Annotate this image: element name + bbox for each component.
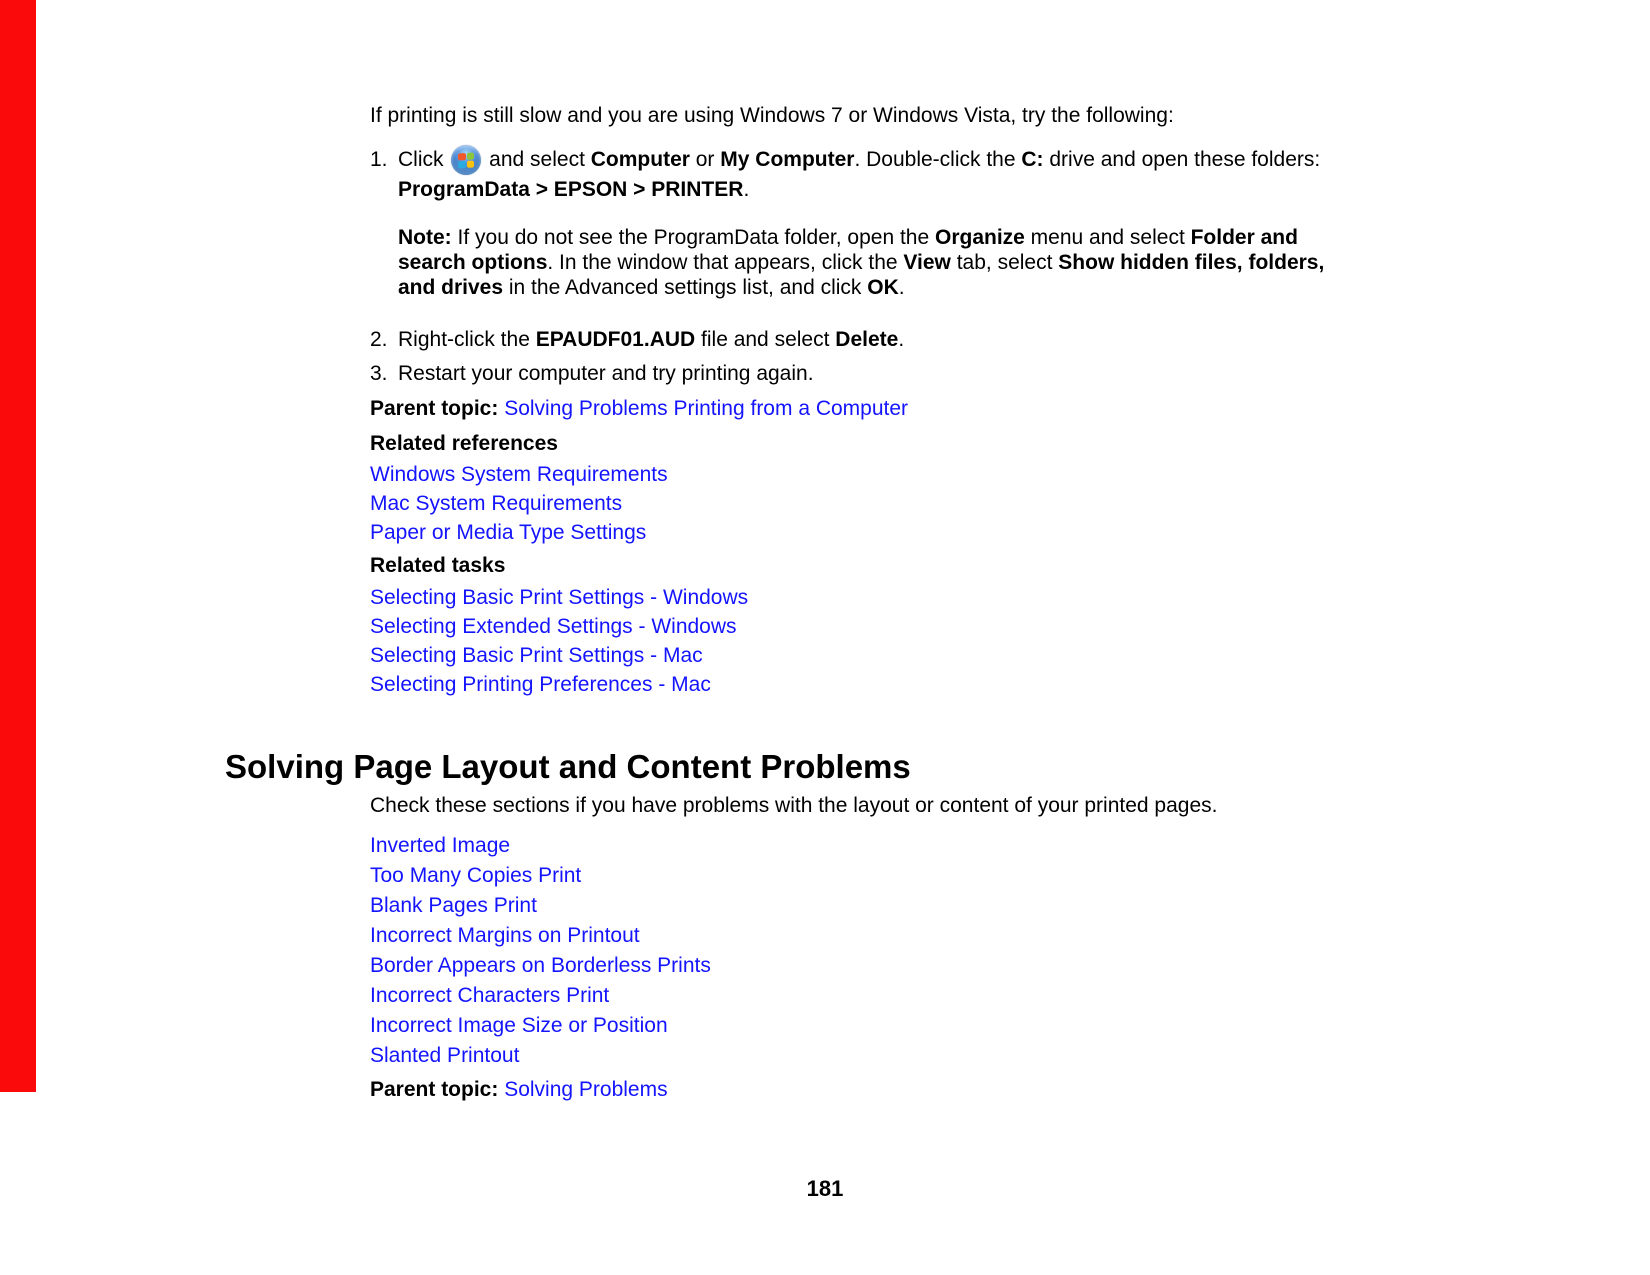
section-intro: Check these sections if you have problems with the layout or content of your printed pages.	[370, 794, 1218, 817]
windows-start-orb-icon	[451, 145, 481, 175]
section-topic-link[interactable]: Incorrect Margins on Printout	[370, 924, 640, 947]
section-topic-link[interactable]: Slanted Printout	[370, 1044, 520, 1067]
page-number: 181	[806, 1176, 844, 1201]
related-task-link[interactable]: Selecting Basic Print Settings - Windows	[370, 586, 749, 609]
parent-topic-row-2	[370, 1077, 1650, 1102]
section-topic-item	[370, 1011, 1650, 1041]
related-reference-item	[370, 460, 1650, 489]
step-1-line-1: Click and select Computer or My Computer. Double-click the C: drive and open these folders:	[398, 148, 1320, 171]
related-task-item	[370, 670, 1650, 699]
related-task-item	[370, 583, 1650, 612]
related-tasks-heading: Related tasks	[370, 554, 506, 577]
parent-topic-label: Parent topic:	[370, 1078, 499, 1101]
related-task-item	[370, 641, 1650, 670]
note-line-1: Note: If you do not see the ProgramData folder, open the Organize menu and select Folder and	[398, 226, 1298, 249]
related-task-link[interactable]: Selecting Basic Print Settings - Mac	[370, 644, 703, 667]
section-topic-link[interactable]: Border Appears on Borderless Prints	[370, 954, 711, 977]
parent-topic-label: Parent topic:	[370, 397, 499, 420]
related-reference-link[interactable]: Mac System Requirements	[370, 492, 623, 515]
section-topic-item	[370, 981, 1650, 1011]
note-paragraph	[398, 225, 1650, 300]
related-task-link[interactable]: Selecting Extended Settings - Windows	[370, 615, 737, 638]
step-1-text	[398, 143, 1320, 202]
intro-paragraph: If printing is still slow and you are using Windows 7 or Windows Vista, try the following:	[370, 104, 1174, 127]
step-1-number: 1.	[370, 148, 388, 171]
step-1	[370, 143, 1650, 202]
section-topic-link[interactable]: Incorrect Characters Print	[370, 984, 610, 1007]
parent-topic-row-1	[370, 396, 1650, 421]
related-reference-link[interactable]: Windows System Requirements	[370, 463, 668, 486]
step-1-line-2: ProgramData > EPSON > PRINTER.	[398, 178, 750, 201]
section-topic-item	[370, 1041, 1650, 1071]
note-line-3: and drives in the Advanced settings list, and click OK.	[398, 276, 905, 299]
related-reference-item	[370, 518, 1650, 547]
section-topic-item	[370, 831, 1650, 861]
related-references-heading: Related references	[370, 432, 558, 455]
section-topic-link[interactable]: Incorrect Image Size or Position	[370, 1014, 668, 1037]
related-task-item	[370, 612, 1650, 641]
related-task-link[interactable]: Selecting Printing Preferences - Mac	[370, 673, 711, 696]
note-line-2: search options. In the window that appears, click the View tab, select Show hidden files, folders,	[398, 251, 1325, 274]
parent-topic-link-1[interactable]: Solving Problems Printing from a Computer	[504, 397, 909, 420]
section-topic-item	[370, 951, 1650, 981]
section-topic-list	[370, 831, 1650, 1071]
section-topic-link[interactable]: Too Many Copies Print	[370, 864, 582, 887]
step-3-number: 3.	[370, 362, 388, 385]
section-topic-link[interactable]: Inverted Image	[370, 834, 511, 857]
related-reference-link[interactable]: Paper or Media Type Settings	[370, 521, 647, 544]
related-reference-item	[370, 489, 1650, 518]
step-2-number: 2.	[370, 328, 388, 351]
section-topic-item	[370, 861, 1650, 891]
related-tasks-list	[370, 583, 1650, 699]
section-title: Solving Page Layout and Content Problems	[225, 748, 911, 785]
section-topic-item	[370, 921, 1650, 951]
step-2-text: Right-click the EPAUDF01.AUD file and select Delete.	[398, 328, 905, 351]
step-3-text: Restart your computer and try printing again.	[398, 362, 814, 385]
related-references-list	[370, 460, 1650, 547]
section-topic-link[interactable]: Blank Pages Print	[370, 894, 537, 917]
step-2	[370, 327, 1650, 352]
step-3	[370, 361, 1650, 386]
parent-topic-link-2[interactable]: Solving Problems	[504, 1078, 668, 1101]
section-topic-item	[370, 891, 1650, 921]
